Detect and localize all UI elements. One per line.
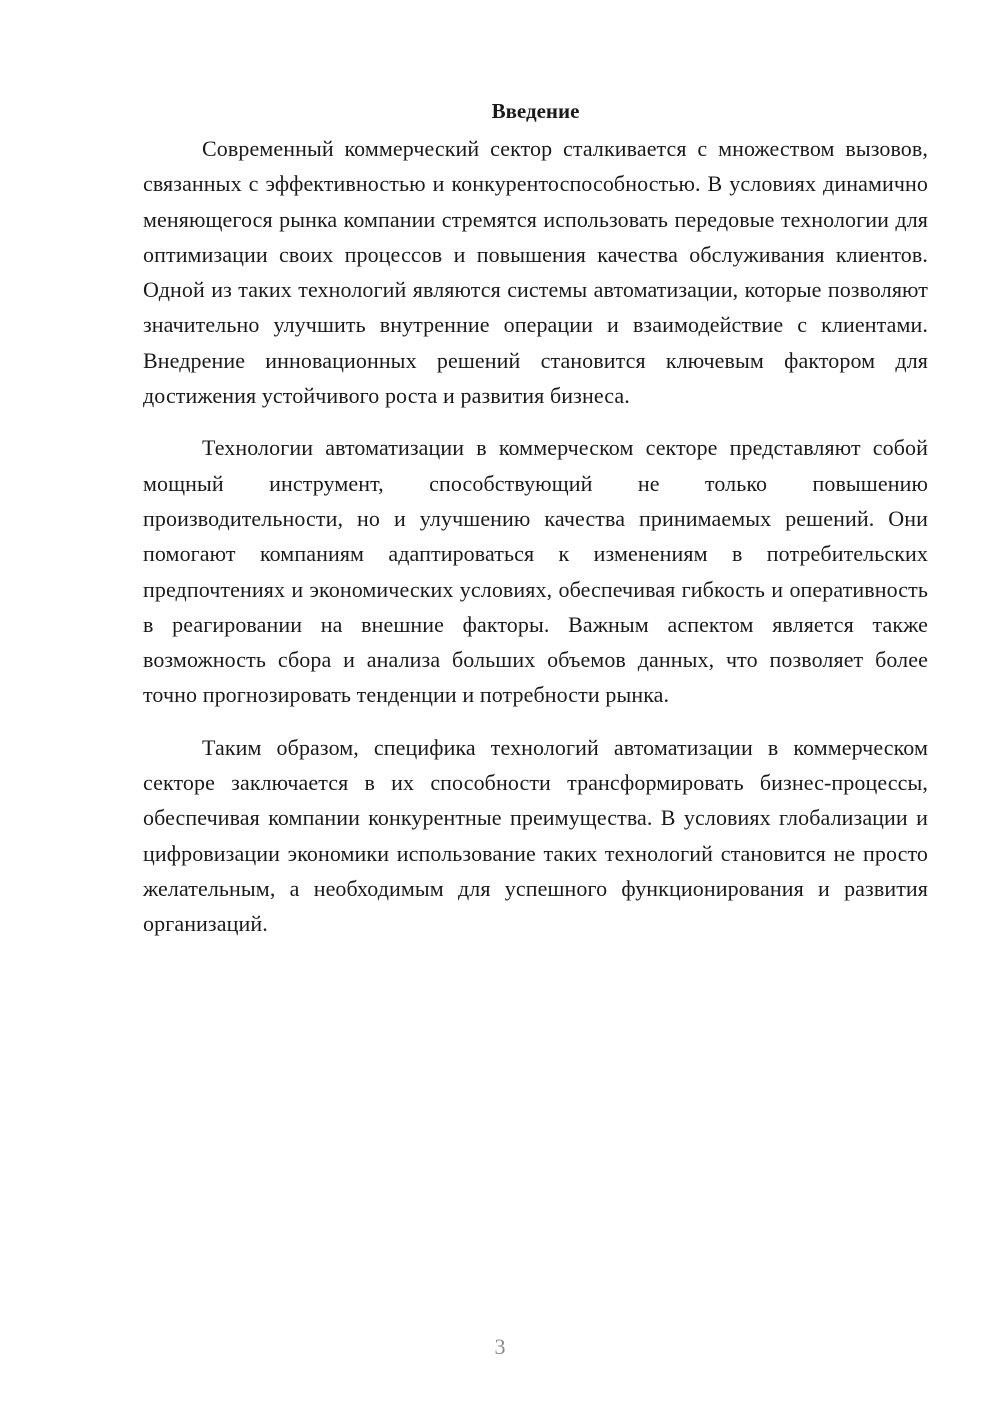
page-number: 3 <box>494 1334 506 1359</box>
paragraph-1: Современный коммерческий сектор сталкивается с множеством вызовов, связанных с эффективностью и конкурентоспособностью. В условиях динамично меняющегося рынка компании стремятся использовать передовые технологии для оптимизации своих процессов и повышения качества обслуживания клиентов. Одной из таких технологий являются системы автоматизации, которые позволяют значительно улучшить внутренние операции и взаимодействие с клиентами. Внедрение инновационных решений становится ключевым фактором для достижения устойчивого роста и развития бизнеса. <box>143 136 928 409</box>
document-page <box>143 96 928 959</box>
section-heading: Введение <box>491 99 580 123</box>
paragraph-2: Технологии автоматизации в коммерческом секторе представляют собой мощный инструмент, способствующий не только повышению производительности, но и улучшению качества принимаемых решений. Они помогают компаниям адаптироваться к изменениям в потребительских предпочтениях и экономических условиях, обеспечивая гибкость и оперативность в реагировании на внешние факторы. Важным аспектом является также возможность сбора и анализа больших объемов данных, что позволяет более точно прогнозировать тенденции и потребности рынка. <box>143 435 928 708</box>
paragraph-3: Таким образом, специфика технологий автоматизации в коммерческом секторе заключается в их способности трансформировать бизнес-процессы, обеспечивая компании конкурентные преимущества. В условиях глобализации и цифровизации экономики использование таких технологий становится не просто желательным, а необходимым для успешного функционирования и развития организаций. <box>143 734 928 937</box>
